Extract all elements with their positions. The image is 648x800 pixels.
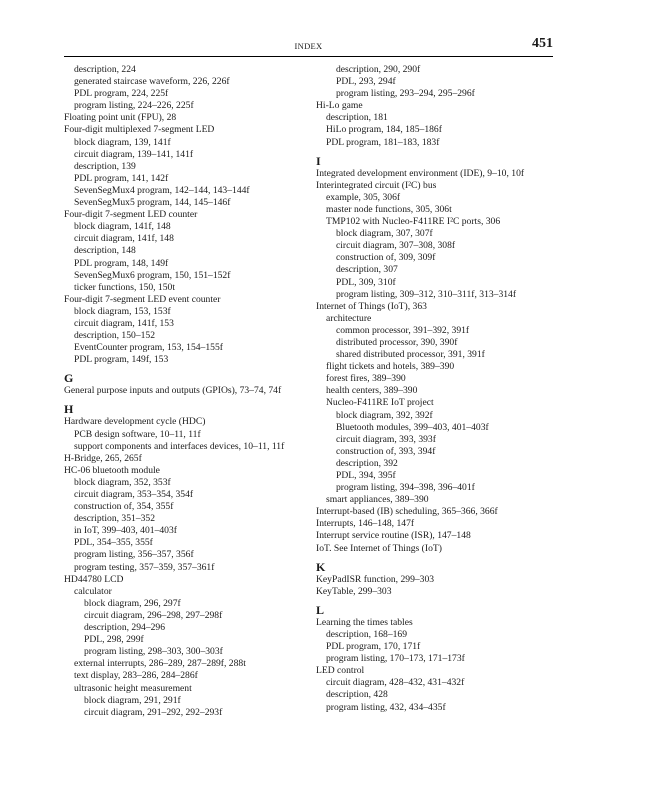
index-entry: Hi-Lo game — [316, 100, 363, 112]
index-entry: SevenSegMux5 program, 144, 145–146f — [74, 197, 231, 209]
index-entry: circuit diagram, 139–141, 141f — [74, 148, 194, 160]
index-entry: Hardware development cycle (HDC) — [64, 416, 206, 428]
index-entry: Learning the times tables — [316, 616, 413, 628]
index-entry: circuit diagram, 291–292, 292–293f — [84, 706, 223, 718]
index-entry: external interrupts, 286–289, 287–289f, 288t — [74, 658, 246, 670]
section-letter: I — [316, 153, 321, 168]
index-entry: PDL program, 170, 171f — [326, 641, 421, 653]
index-entry: KeyTable, 299–303 — [316, 585, 392, 597]
index-entry: PDL program, 181–183, 183f — [326, 136, 440, 148]
index-entry: PDL, 394, 395f — [336, 470, 396, 481]
index-entry: HC-06 bluetooth module — [64, 464, 160, 476]
index-entry: IoT. See Internet of Things (IoT) — [316, 542, 442, 554]
index-entry: flight tickets and hotels, 389–390 — [326, 361, 455, 373]
index-entry: PDL, 309, 310f — [336, 276, 396, 288]
index-entry: text display, 283–286, 284–286f — [74, 670, 198, 682]
index-entry: smart appliances, 389–390 — [326, 494, 429, 506]
index-entry: program listing, 298–303, 300–303f — [84, 646, 223, 658]
index-entry: H-Bridge, 265, 265f — [64, 452, 142, 464]
index-entry: description, 428 — [326, 689, 388, 701]
index-entry: description, 307 — [336, 264, 398, 276]
index-entry: program listing, 224–226, 225f — [74, 100, 194, 112]
index-entry: block diagram, 141f, 148 — [74, 221, 171, 233]
index-entry: PDL program, 224, 225f — [74, 88, 169, 100]
index-entry: description, 150–152 — [74, 330, 156, 342]
index-entry: program listing, 356–357, 356f — [74, 549, 194, 561]
index-entry: PDL, 293, 294f — [336, 76, 396, 88]
index-entry: description, 148 — [74, 245, 136, 257]
index-entry: Four-digit multiplexed 7-segment LED — [64, 124, 215, 136]
index-entry: SevenSegMux6 program, 150, 151–152f — [74, 269, 231, 281]
index-entry: Interrupts, 146–148, 147f — [316, 518, 415, 530]
index-entry: HiLo program, 184, 185–186f — [326, 124, 442, 136]
index-entry: circuit diagram, 428–432, 431–432f — [326, 677, 465, 689]
index-entry: shared distributed processor, 391, 391f — [336, 349, 485, 361]
index-entry: in IoT, 399–403, 401–403f — [74, 525, 177, 537]
index-entry: architecture — [326, 312, 372, 324]
index-entry: PCB design software, 10–11, 11f — [74, 428, 201, 440]
index-entry: forest fires, 389–390 — [326, 373, 406, 385]
index-entry: block diagram, 352, 353f — [74, 476, 171, 488]
index-entry: circuit diagram, 307–308, 308f — [336, 240, 456, 252]
section-letter: G — [64, 371, 74, 386]
index-entry: General purpose inputs and outputs (GPIOs), 73–74, 74f — [64, 385, 282, 397]
index-entry: block diagram, 153, 153f — [74, 305, 171, 317]
index-entry: block diagram, 307, 307f — [336, 228, 433, 240]
index-entry: block diagram, 296, 297f — [84, 597, 181, 609]
index-entry: master node functions, 305, 306t — [326, 203, 452, 215]
index-entry: common processor, 391–392, 391f — [336, 324, 470, 336]
index-entry: generated staircase waveform, 226, 226f — [74, 76, 230, 88]
index-entry: program listing, 432, 434–435f — [326, 701, 446, 713]
index-entry: ticker functions, 150, 150t — [74, 281, 175, 293]
index-column-left — [64, 64, 312, 719]
page-header — [64, 36, 553, 57]
index-entry: EventCounter program, 153, 154–155f — [74, 342, 223, 354]
index-entry: Interrupt service routine (ISR), 147–148 — [316, 530, 471, 542]
index-entry: circuit diagram, 296–298, 297–298f — [84, 609, 223, 621]
index-entry: Internet of Things (IoT), 363 — [316, 300, 427, 312]
index-entry: construction of, 354, 355f — [74, 501, 174, 513]
index-entry: Integrated development environment (IDE), 9–10, 10f — [316, 167, 525, 179]
index-entry: example, 305, 306f — [326, 191, 401, 203]
index-entry: Four-digit 7-segment LED event counter — [64, 293, 221, 305]
index-entry: LED control — [316, 665, 365, 677]
index-entry: PDL program, 141, 142f — [74, 172, 169, 184]
index-entry: HD44780 LCD — [64, 573, 124, 585]
index-entry: health centers, 389–390 — [326, 385, 418, 397]
running-head: INDEX — [294, 41, 323, 51]
index-entry: distributed processor, 390, 390f — [336, 336, 458, 348]
index-entry: Interintegrated circuit (I²C) bus — [316, 179, 437, 191]
section-letter: H — [64, 402, 74, 417]
index-entry: PDL, 298, 299f — [84, 634, 144, 646]
index-entry: Bluetooth modules, 399–403, 401–403f — [336, 421, 489, 433]
index-entry: program listing, 309–312, 310–311f, 313–314f — [336, 288, 517, 300]
page-number: 451 — [532, 36, 553, 51]
index-entry: construction of, 309, 309f — [336, 252, 436, 264]
index-entry: block diagram, 139, 141f — [74, 136, 171, 148]
index-entry: description, 294–296 — [84, 622, 166, 634]
index-entry: program listing, 293–294, 295–296f — [336, 88, 475, 100]
index-entry: PDL program, 149f, 153 — [74, 354, 169, 366]
index-entry: description, 392 — [336, 457, 398, 469]
index-entry: program listing, 394–398, 396–401f — [336, 482, 475, 494]
index-entry: Four-digit 7-segment LED counter — [64, 209, 198, 221]
index-entry: PDL, 354–355, 355f — [74, 537, 153, 549]
index-entry: description, 139 — [74, 160, 136, 172]
index-entry: Floating point unit (FPU), 28 — [64, 112, 177, 124]
index-entry: ultrasonic height measurement — [74, 682, 192, 694]
index-entry: Interrupt-based (IB) scheduling, 365–366, 366f — [316, 506, 498, 518]
index-entry: description, 290, 290f — [336, 64, 421, 75]
index-entry: circuit diagram, 393, 393f — [336, 433, 436, 445]
index-entry: circuit diagram, 141f, 148 — [74, 233, 174, 245]
index-entry: description, 351–352 — [74, 513, 156, 525]
index-entry: program listing, 170–173, 171–173f — [326, 653, 465, 665]
index-entry: support components and interfaces devices, 10–11, 11f — [74, 440, 285, 452]
index-entry: circuit diagram, 141f, 153 — [74, 317, 174, 329]
index-column-right — [316, 64, 556, 714]
index-entry: calculator — [74, 585, 112, 597]
section-letter: K — [316, 559, 326, 574]
index-entry: PDL program, 148, 149f — [74, 257, 169, 269]
index-entry: TMP102 with Nucleo-F411RE I²C ports, 306 — [326, 216, 501, 228]
index-entry: program testing, 357–359, 357–361f — [74, 561, 215, 573]
index-entry: description, 224 — [74, 64, 136, 75]
index-entry: Nucleo-F411RE IoT project — [326, 397, 434, 409]
index-entry: description, 181 — [326, 112, 388, 124]
index-entry: KeyPadISR function, 299–303 — [316, 573, 435, 585]
index-entry: circuit diagram, 353–354, 354f — [74, 489, 194, 500]
section-letter: L — [316, 602, 325, 617]
index-entry: construction of, 393, 394f — [336, 445, 436, 457]
index-entry: block diagram, 392, 392f — [336, 409, 433, 421]
index-entry: SevenSegMux4 program, 142–144, 143–144f — [74, 184, 250, 196]
index-entry: description, 168–169 — [326, 628, 408, 640]
index-entry: block diagram, 291, 291f — [84, 694, 181, 706]
